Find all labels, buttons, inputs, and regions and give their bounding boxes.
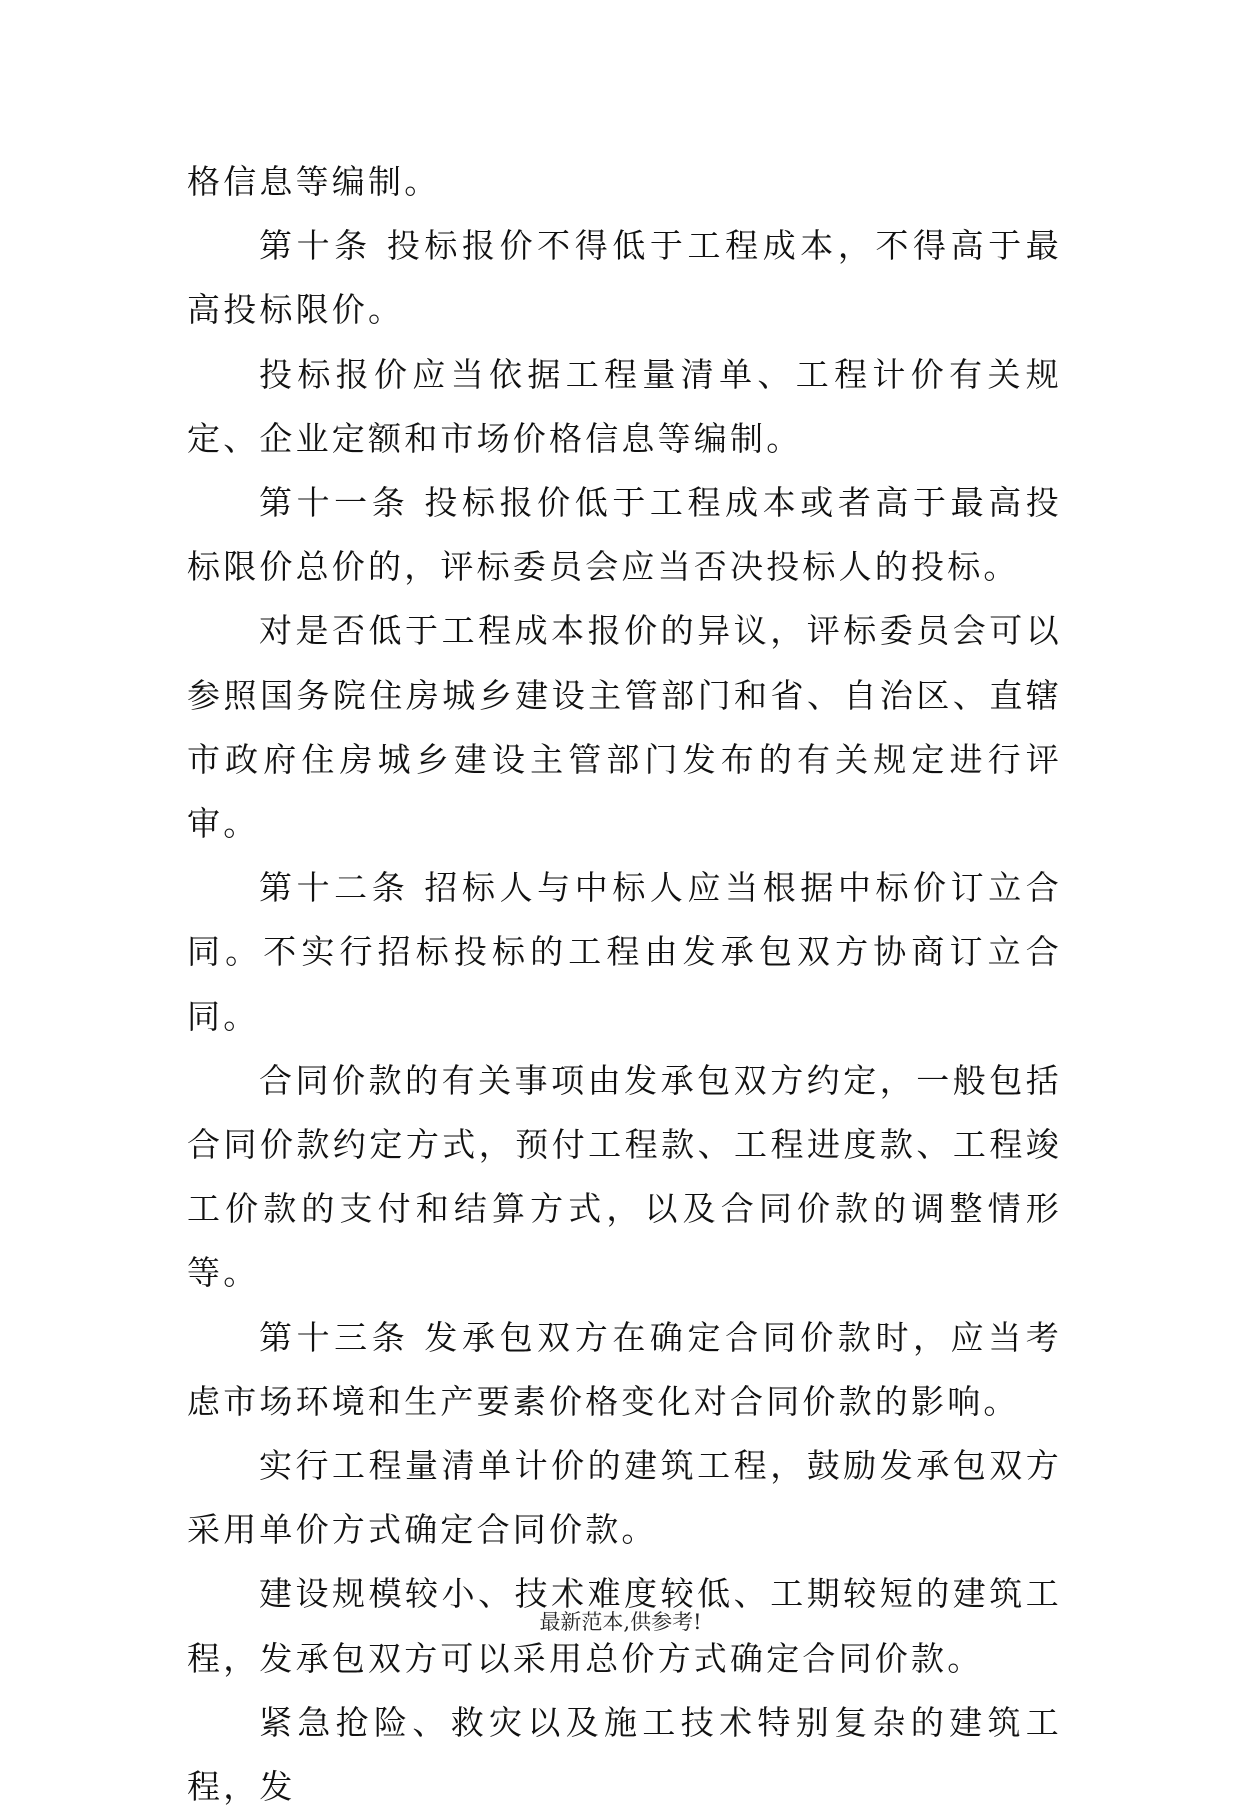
paragraph-article-10: 第十条 投标报价不得低于工程成本，不得高于最高投标限价。: [187, 226, 1062, 330]
paragraph-bid-price-basis: 投标报价应当依据工程量清单、工程计价有关规定、企业定额和市场价格信息等编制。: [187, 354, 1062, 458]
paragraph-emergency-works: 紧急抢险、救灾以及施工技术特别复杂的建筑工程，发: [187, 1702, 1062, 1807]
paragraph-article-12: 第十二条 招标人与中标人应当根据中标价订立合同。不实行招标投标的工程由发承包双方协商订立合同。: [187, 868, 1062, 1036]
paragraph-lump-sum-method: 建设规模较小、技术难度较低、工期较短的建筑工程，发承包双方可以采用总价方式确定合同价款。: [187, 1574, 1062, 1678]
paragraph-continuation: 格信息等编制。: [187, 162, 441, 201]
document-body: [187, 150, 1062, 1819]
page-footer: 最新范本,供参考!: [539, 1610, 702, 1634]
paragraph-contract-price-terms: 合同价款的有关事项由发承包双方约定，一般包括合同价款约定方式，预付工程款、工程进度款、工程竣工价款的支付和结算方式，以及合同价款的调整情形等。: [187, 1060, 1062, 1293]
paragraph-article-13: 第十三条 发承包双方在确定合同价款时，应当考虑市场环境和生产要素价格变化对合同价款的影响。: [187, 1317, 1062, 1421]
paragraph-cost-objection: 对是否低于工程成本报价的异议，评标委员会可以参照国务院住房城乡建设主管部门和省、自治区、直辖市政府住房城乡建设主管部门发布的有关规定进行评审。: [187, 611, 1062, 844]
paragraph-article-11: 第十一条 投标报价低于工程成本或者高于最高投标限价总价的，评标委员会应当否决投标人的投标。: [187, 483, 1062, 587]
paragraph-unit-price-method: 实行工程量清单计价的建筑工程，鼓励发承包双方采用单价方式确定合同价款。: [187, 1446, 1062, 1550]
